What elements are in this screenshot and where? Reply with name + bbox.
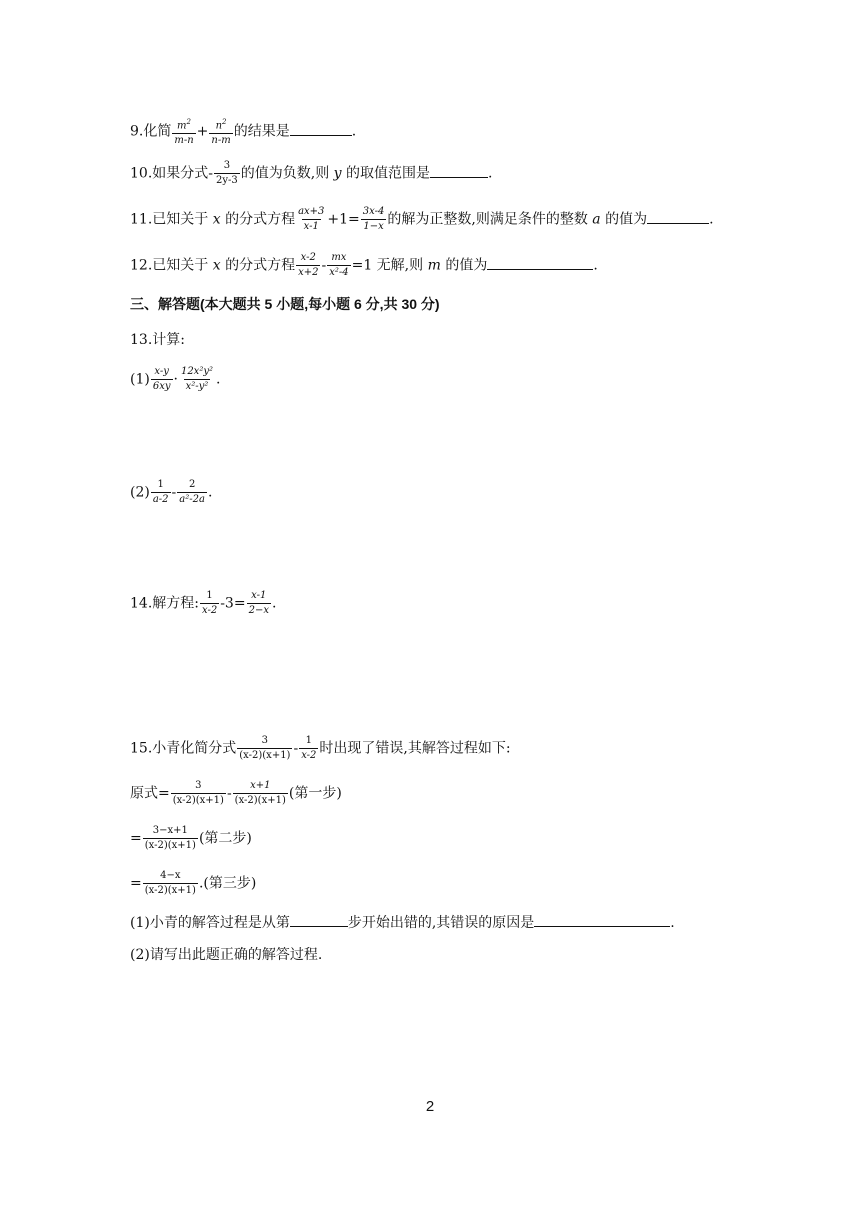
fraction: $\frac{4-x}{(x-2)(x+1)}$ (144, 870, 196, 896)
fraction: $\frac{mx}{\text{x²-4}}$ (329, 252, 349, 278)
question-15-part1: (1)小青的解答过程是从第 步开始出错的,其错误的原因是 . (130, 912, 675, 933)
fraction: $\frac{x-y}{6xy}$ (152, 366, 171, 392)
fraction: $\frac{3x-4}{1-x}$ (362, 206, 385, 232)
fraction: $\frac{3-x+1}{(x-2)(x+1)}$ (144, 825, 196, 851)
page-number: 2 (425, 1098, 435, 1115)
question-10: 10.如果分式- $\frac{3}{2y-3}$ 的值为负数,则 y 的取值范围是 . (130, 160, 493, 186)
fraction: $\frac{ax+3}{x-1}$ (298, 206, 325, 232)
section-heading: 三、解答题(本大题共 5 小题,每小题 6 分,共 30 分) (130, 296, 440, 312)
fraction: $\frac{x-2}{x+2}$ (298, 252, 319, 278)
answer-blank[interactable] (290, 912, 348, 927)
solution-step-3: = $\frac{4-x}{(x-2)(x+1)}$ .(第三步) (130, 870, 257, 896)
question-11: 11.已知关于 x 的分式方程 $\frac{ax+3}{x-1}$ +1= $\frac{3x-4}{1-x}$ 的解为正整数,则满足条件的整数 a 的值为 . (130, 206, 714, 232)
fraction: $\frac{1}{x-2}$ (201, 590, 218, 616)
fraction: $\frac{3}{(x-2)(x+1)}$ (239, 735, 291, 761)
solution-step-2: = $\frac{3-x+1}{(x-2)(x+1)}$ (第二步) (130, 825, 252, 851)
answer-blank[interactable] (647, 209, 709, 224)
fraction: $\frac{x+1}{(x-2)(x+1)}$ (234, 780, 286, 806)
fraction: $\frac{3}{(x-2)(x+1)}$ (172, 780, 224, 806)
answer-blank[interactable] (487, 255, 593, 270)
question-14: 14.解方程: $\frac{1}{x-2}$ -3= $\frac{x-1}{2-x}$ . (130, 590, 277, 616)
question-15: 15.小青化简分式 $\frac{3}{(x-2)(x+1)}$ - $\frac{1}{x-2}$ 时出现了错误,其解答过程如下: (130, 735, 511, 761)
fraction: $\frac{3}{2y-3}$ (216, 160, 238, 186)
question-15-part2: (2)请写出此题正确的解答过程. (130, 947, 323, 963)
solution-step-1: 原式= $\frac{3}{(x-2)(x+1)}$ - $\frac{x+1}{(x-2)(x+1)}$ (第一步) (130, 780, 342, 806)
fraction: $\frac{\text{12x²y²}}{\text{x²-y²}}$ (180, 366, 213, 392)
question-13-part1: (1) $\frac{x-y}{6xy}$ · $\frac{\text{12x²y²}}{\text{x²-y²}}$ . (130, 366, 221, 392)
answer-blank[interactable] (430, 163, 488, 178)
fraction: $\frac{1}{a-2}$ (152, 479, 169, 505)
question-9: 9.化简 $\frac{m^2}{m-n}$ + $\frac{n^2}{n-m}$ 的结果是 . (130, 118, 357, 147)
question-12: 12.已知关于 x 的分式方程 $\frac{x-2}{x+2}$ - $\frac{mx}{\text{x²-4}}$ =1 无解,则 m 的值为 . (130, 252, 598, 278)
fraction: $\frac{m^2}{m-n}$ (174, 118, 194, 147)
fraction: $\frac{x-1}{2-x}$ (248, 590, 269, 616)
question-13-title: 13.计算: (130, 332, 185, 348)
fraction: $\frac{2}{\text{a²-2a}}$ (179, 479, 205, 505)
answer-blank[interactable] (290, 121, 352, 136)
fraction: $\frac{n^2}{n-m}$ (211, 118, 231, 147)
question-13-part2: (2) $\frac{1}{a-2}$ - $\frac{2}{\text{a²-2a}}$ . (130, 479, 213, 505)
answer-blank[interactable] (534, 912, 670, 927)
fraction: $\frac{1}{x-2}$ (301, 735, 317, 761)
